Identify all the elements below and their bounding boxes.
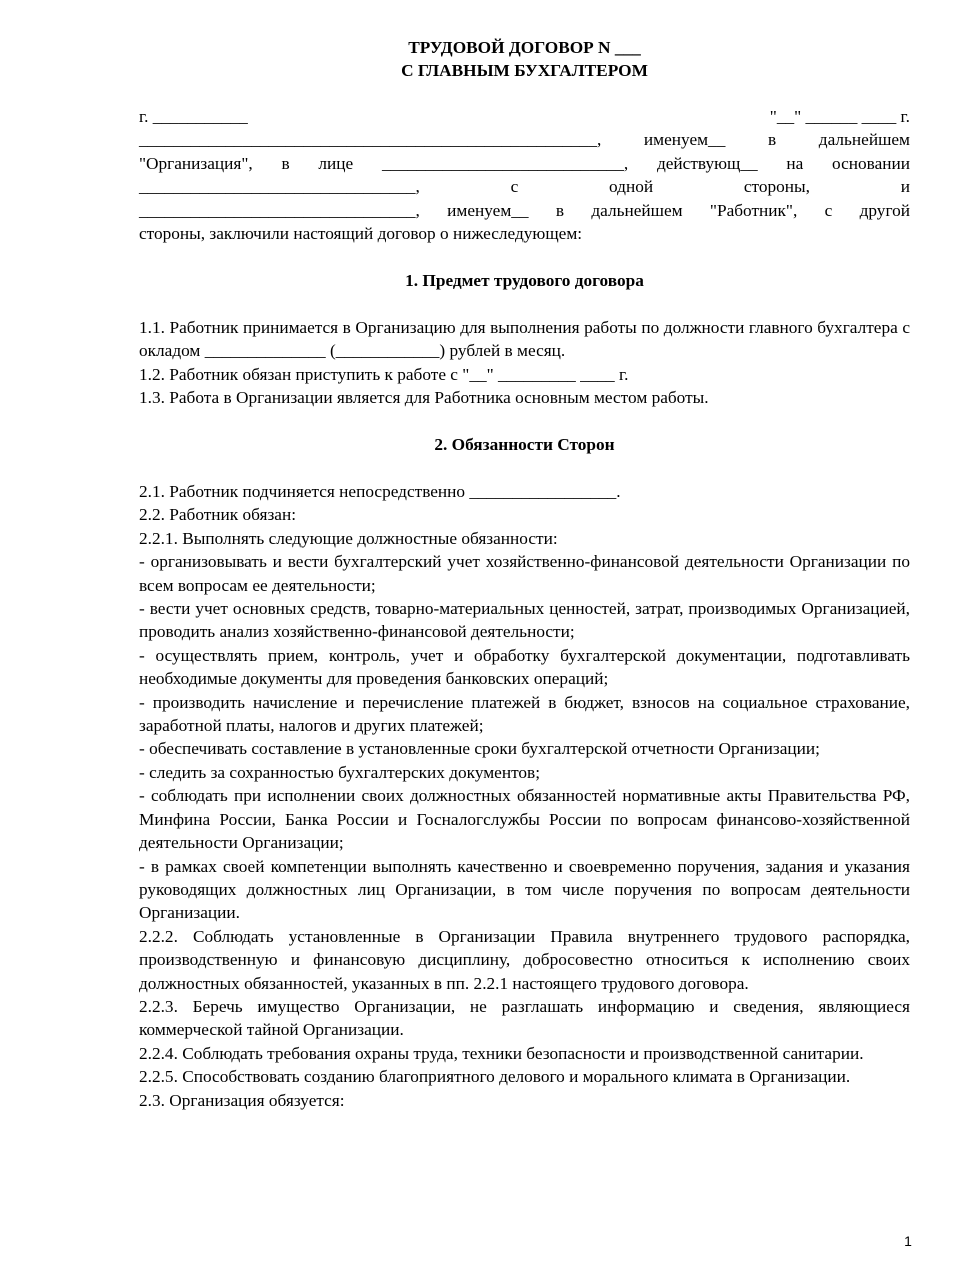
preamble-line: стороны, заключили настоящий договор о нижеследующем: [139, 224, 583, 244]
paragraph: 2.2.4. Соблюдать требования охраны труда, техники безопасности и производственной санитарии. [139, 1043, 864, 1063]
section-1-body [139, 316, 910, 410]
duty-item: - вести учет основных средств, товарно-материальных ценностей, затрат, производимых Организацией, проводить анализ хозяйственно-финансовой деятельности; [139, 599, 910, 642]
section-heading: 1. Предмет трудового договора [405, 271, 644, 290]
preamble [139, 105, 910, 245]
date-field: "__" ______ ____ г. [769, 107, 910, 126]
preamble-line: "Организация", в лице ____________________________, действующ__ на основании [139, 153, 910, 173]
preamble-line: _____________________________________________________, именуем__ в дальнейшем [139, 130, 910, 150]
paragraph: 2.2.1. Выполнять следующие должностные обязанности: [139, 528, 558, 548]
duty-item: - следить за сохранностью бухгалтерских документов; [139, 762, 541, 782]
paragraph: 2.2. Работник обязан: [139, 505, 296, 525]
document-title: ТРУДОВОЙ ДОГОВОР N ___ [408, 38, 641, 57]
duty-item: - соблюдать при исполнении своих должностных обязанностей нормативные акты Правительства РФ, Минфина России, Банка России и Госналогслужбы России по вопросам финансово-хозяйственной деятельности Организации; [139, 786, 910, 853]
section-heading: 2. Обязанности Сторон [434, 435, 615, 454]
section-2-body [139, 480, 910, 1112]
paragraph: 2.2.5. Способствовать созданию благоприятного делового и морального климата в Организации. [139, 1067, 851, 1087]
paragraph: 2.2.3. Беречь имущество Организации, не разглашать информацию и сведения, являющиеся коммерческой тайной Организации. [139, 996, 910, 1040]
duty-item: - производить начисление и перечисление платежей в бюджет, взносов на социальное страхование, заработной платы, налогов и других платежей; [139, 692, 910, 736]
city-field: г. ___________ [139, 107, 248, 126]
preamble-line: ________________________________, именуем__ в дальнейшем "Работник", с другой [139, 200, 910, 220]
preamble-line: ________________________________, с одной стороны, и [139, 177, 910, 197]
city-date-line [139, 105, 910, 128]
page-number: 1 [904, 1233, 912, 1249]
paragraph: 2.2.2. Соблюдать установленные в Организации Правила внутреннего трудового распорядка, производственную и финансовую дисциплину, добросовестно относиться к исполнению своих должностных обязанностей, указанных в пп. 2.2.1 настоящего трудового договора. [139, 926, 910, 993]
paragraph: 1.2. Работник обязан приступить к работе с "__" _________ ____ г. [139, 364, 629, 384]
paragraph: 1.3. Работа в Организации является для Работника основным местом работы. [139, 388, 709, 408]
paragraph: 1.1. Работник принимается в Организацию для выполнения работы по должности главного бухгалтера с окладом ______________ (____________) рублей в месяц. [139, 318, 910, 361]
duty-item: - осуществлять прием, контроль, учет и обработку бухгалтерской документации, подготавливать необходимые документы для проведения банковских операций; [139, 645, 910, 689]
duty-item: - в рамках своей компетенции выполнять качественно и своевременно поручения, задания и указания руководящих должностных лиц Организации, в том числе поручения по вопросам деятельности Организации. [139, 856, 910, 923]
paragraph: 2.3. Организация обязуется: [139, 1090, 345, 1110]
paragraph: 2.1. Работник подчиняется непосредственно _________________. [139, 482, 621, 501]
document-subtitle: С ГЛАВНЫМ БУХГАЛТЕРОМ [401, 61, 648, 80]
duty-item: - организовывать и вести бухгалтерский учет хозяйственно-финансовой деятельности Организации по всем вопросам ее деятельности; [139, 552, 910, 595]
duty-item: - обеспечивать составление в установленные сроки бухгалтерской отчетности Организации; [139, 739, 820, 759]
